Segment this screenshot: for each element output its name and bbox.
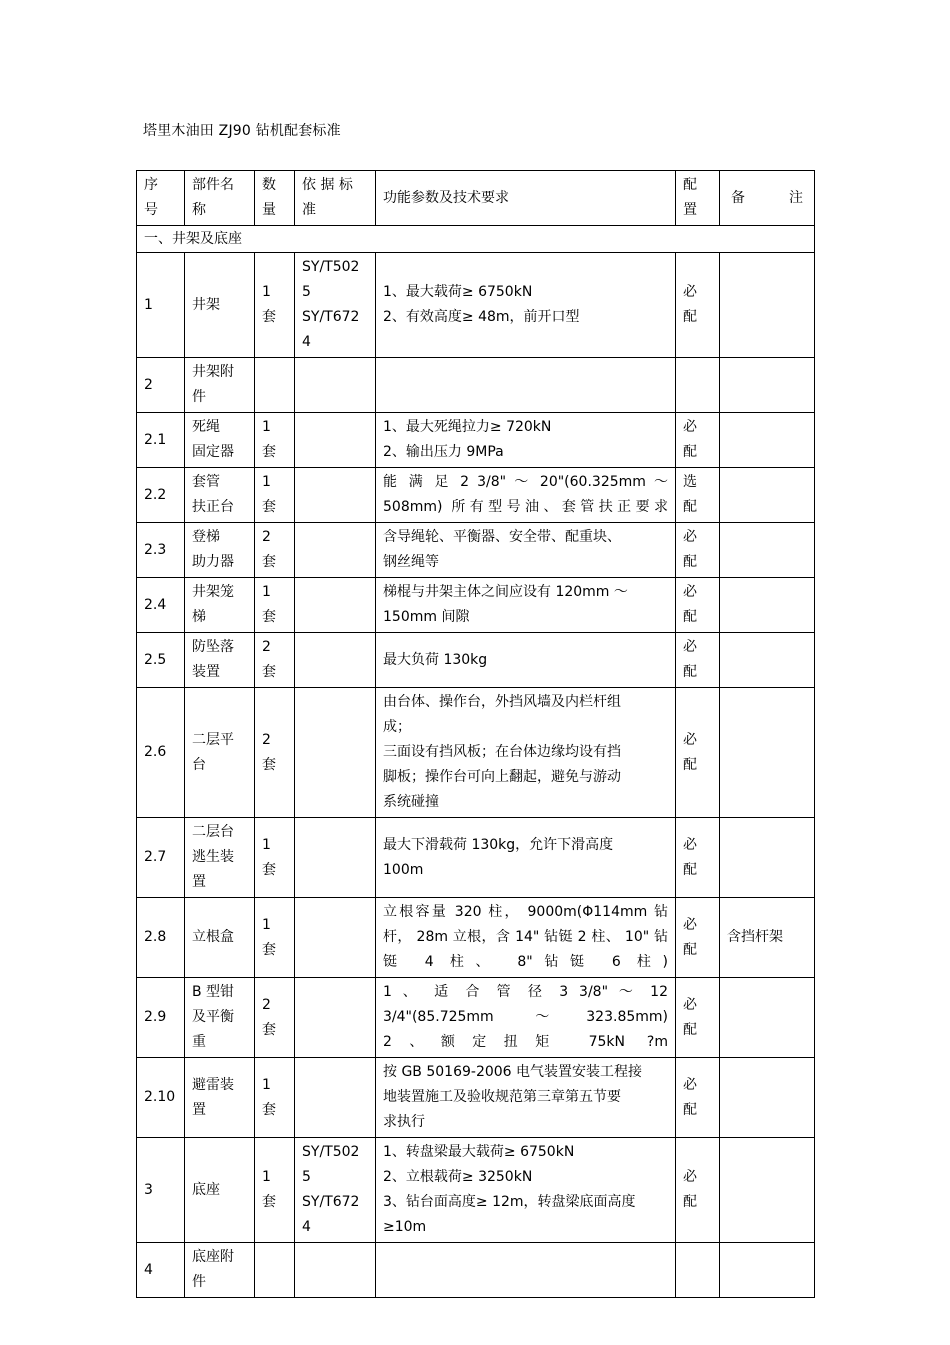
spec-table	[136, 170, 815, 1298]
cell-qty: 1 套	[255, 413, 295, 468]
cell-qty: 2 套	[255, 688, 295, 818]
header-requirements: 功能参数及技术要求	[376, 171, 676, 226]
cell-remark	[720, 1058, 815, 1138]
cell-remark	[720, 1243, 815, 1298]
table-row	[137, 413, 815, 468]
cell-standard	[295, 633, 376, 688]
cell-no: 3	[137, 1138, 185, 1243]
cell-remark	[720, 253, 815, 358]
cell-remark	[720, 978, 815, 1058]
cell-config: 必 配	[676, 818, 720, 898]
cell-config: 必 配	[676, 978, 720, 1058]
header-standard: 依 据 标 准	[295, 171, 376, 226]
cell-name: 井架笼 梯	[185, 578, 255, 633]
cell-name: 井架	[185, 253, 255, 358]
cell-requirements: 1 、 适 合 管 径 3 3/8" ～ 12 3/4"(85.725mm ～323.85mm) 2、额定扭矩 75kN ?m	[376, 978, 676, 1058]
header-config: 配 置	[676, 171, 720, 226]
cell-config: 必 配	[676, 688, 720, 818]
cell-remark	[720, 578, 815, 633]
cell-config: 必 配	[676, 633, 720, 688]
cell-name: 二层台 逃生装 置	[185, 818, 255, 898]
cell-name: 避雷装 置	[185, 1058, 255, 1138]
cell-qty: 2 套	[255, 633, 295, 688]
cell-qty	[255, 358, 295, 413]
cell-no: 2.8	[137, 898, 185, 978]
cell-config	[676, 358, 720, 413]
cell-no: 4	[137, 1243, 185, 1298]
table-header-row	[137, 171, 815, 226]
cell-requirements	[376, 358, 676, 413]
cell-requirements: 最大负荷 130kg	[376, 633, 676, 688]
cell-no: 2.2	[137, 468, 185, 523]
cell-config: 必 配	[676, 1058, 720, 1138]
table-row	[137, 578, 815, 633]
cell-no: 2.6	[137, 688, 185, 818]
cell-config: 必 配	[676, 253, 720, 358]
cell-requirements: 1、最大载荷≥ 6750kN 2、有效高度≥ 48m，前开口型	[376, 253, 676, 358]
cell-standard	[295, 413, 376, 468]
cell-standard	[295, 978, 376, 1058]
header-name: 部件名 称	[185, 171, 255, 226]
cell-standard	[295, 1058, 376, 1138]
cell-remark	[720, 688, 815, 818]
cell-name: B 型钳 及平衡 重	[185, 978, 255, 1058]
table-row	[137, 1058, 815, 1138]
cell-remark	[720, 818, 815, 898]
table-row	[137, 1138, 815, 1243]
table-row	[137, 633, 815, 688]
cell-remark: 含挡杆架	[720, 898, 815, 978]
cell-remark	[720, 468, 815, 523]
cell-requirements: 能 满 足 2 3/8" ～ 20"(60.325mm ～ 508mm) 所有型号油、套管扶正要求	[376, 468, 676, 523]
cell-standard	[295, 523, 376, 578]
cell-qty: 1 套	[255, 1138, 295, 1243]
cell-no: 2.9	[137, 978, 185, 1058]
cell-config: 必 配	[676, 1138, 720, 1243]
cell-qty	[255, 1243, 295, 1298]
header-remark-char-1: 备	[731, 189, 745, 206]
cell-standard	[295, 358, 376, 413]
cell-standard	[295, 898, 376, 978]
cell-qty: 1 套	[255, 468, 295, 523]
cell-config: 必 配	[676, 578, 720, 633]
cell-name: 二层平 台	[185, 688, 255, 818]
cell-requirements: 1、最大死绳拉力≥ 720kN 2、输出压力 9MPa	[376, 413, 676, 468]
cell-config: 必 配	[676, 898, 720, 978]
cell-remark	[720, 633, 815, 688]
cell-remark	[720, 413, 815, 468]
cell-qty: 1 套	[255, 578, 295, 633]
cell-standard: SY/T502 5 SY/T672 4	[295, 1138, 376, 1243]
cell-requirements: 梯棍与井架主体之间应设有 120mm ～ 150mm 间隙	[376, 578, 676, 633]
cell-requirements: 含导绳轮、平衡器、安全带、配重块、 钢丝绳等	[376, 523, 676, 578]
cell-config	[676, 1243, 720, 1298]
cell-no: 2.4	[137, 578, 185, 633]
section-title: 一、井架及底座	[137, 226, 815, 253]
cell-standard	[295, 1243, 376, 1298]
cell-name: 立根盒	[185, 898, 255, 978]
table-row	[137, 523, 815, 578]
cell-remark	[720, 1138, 815, 1243]
cell-no: 2.5	[137, 633, 185, 688]
cell-qty: 1 套	[255, 253, 295, 358]
cell-standard	[295, 578, 376, 633]
cell-name: 防坠落 装置	[185, 633, 255, 688]
cell-standard: SY/T502 5 SY/T672 4	[295, 253, 376, 358]
cell-requirements	[376, 1243, 676, 1298]
cell-config: 必 配	[676, 523, 720, 578]
cell-qty: 2 套	[255, 523, 295, 578]
cell-name: 底座	[185, 1138, 255, 1243]
cell-requirements: 按 GB 50169-2006 电气装置安装工程接 地装置施工及验收规范第三章第五节要 求执行	[376, 1058, 676, 1138]
cell-name: 套管 扶正台	[185, 468, 255, 523]
cell-qty: 2 套	[255, 978, 295, 1058]
table-row	[137, 818, 815, 898]
cell-standard	[295, 818, 376, 898]
header-remark	[720, 171, 815, 226]
header-qty: 数 量	[255, 171, 295, 226]
table-row	[137, 1243, 815, 1298]
cell-qty: 1 套	[255, 818, 295, 898]
cell-requirements: 1、转盘梁最大载荷≥ 6750kN 2、立根载荷≥ 3250kN 3、钻台面高度≥ 12m，转盘梁底面高度 ≥10m	[376, 1138, 676, 1243]
cell-config: 必 配	[676, 413, 720, 468]
cell-name: 死绳 固定器	[185, 413, 255, 468]
cell-no: 2	[137, 358, 185, 413]
table-row	[137, 468, 815, 523]
cell-qty: 1 套	[255, 1058, 295, 1138]
cell-config: 选 配	[676, 468, 720, 523]
header-no: 序 号	[137, 171, 185, 226]
cell-requirements: 立根容量 320 柱， 9000m(Φ114mm 钻 杆， 28m 立根，含 14" 钻铤 2 柱、 10" 钻 铤 4 柱、 8"钻铤 6 柱)	[376, 898, 676, 978]
cell-no: 2.10	[137, 1058, 185, 1138]
cell-name: 井架附 件	[185, 358, 255, 413]
cell-name: 登梯 助力器	[185, 523, 255, 578]
cell-qty: 1 套	[255, 898, 295, 978]
header-remark-char-2: 注	[789, 189, 803, 206]
table-row	[137, 358, 815, 413]
cell-remark	[720, 358, 815, 413]
table-rows	[137, 253, 815, 1298]
cell-remark	[720, 523, 815, 578]
table-row	[137, 978, 815, 1058]
cell-requirements: 由台体、操作台，外挡风墙及内栏杆组 成； 三面设有挡风板；在台体边缘均设有挡 脚板；操作台可向上翻起，避免与游动 系统碰撞	[376, 688, 676, 818]
table-row	[137, 898, 815, 978]
document-title: 塔里木油田 ZJ90 钻机配套标准	[143, 123, 341, 139]
cell-name: 底座附 件	[185, 1243, 255, 1298]
cell-standard	[295, 688, 376, 818]
table-row	[137, 688, 815, 818]
cell-requirements: 最大下滑载荷 130kg，允许下滑高度 100m	[376, 818, 676, 898]
cell-no: 2.1	[137, 413, 185, 468]
cell-no: 1	[137, 253, 185, 358]
cell-no: 2.7	[137, 818, 185, 898]
cell-no: 2.3	[137, 523, 185, 578]
cell-standard	[295, 468, 376, 523]
section-row	[137, 226, 815, 253]
table-row	[137, 253, 815, 358]
